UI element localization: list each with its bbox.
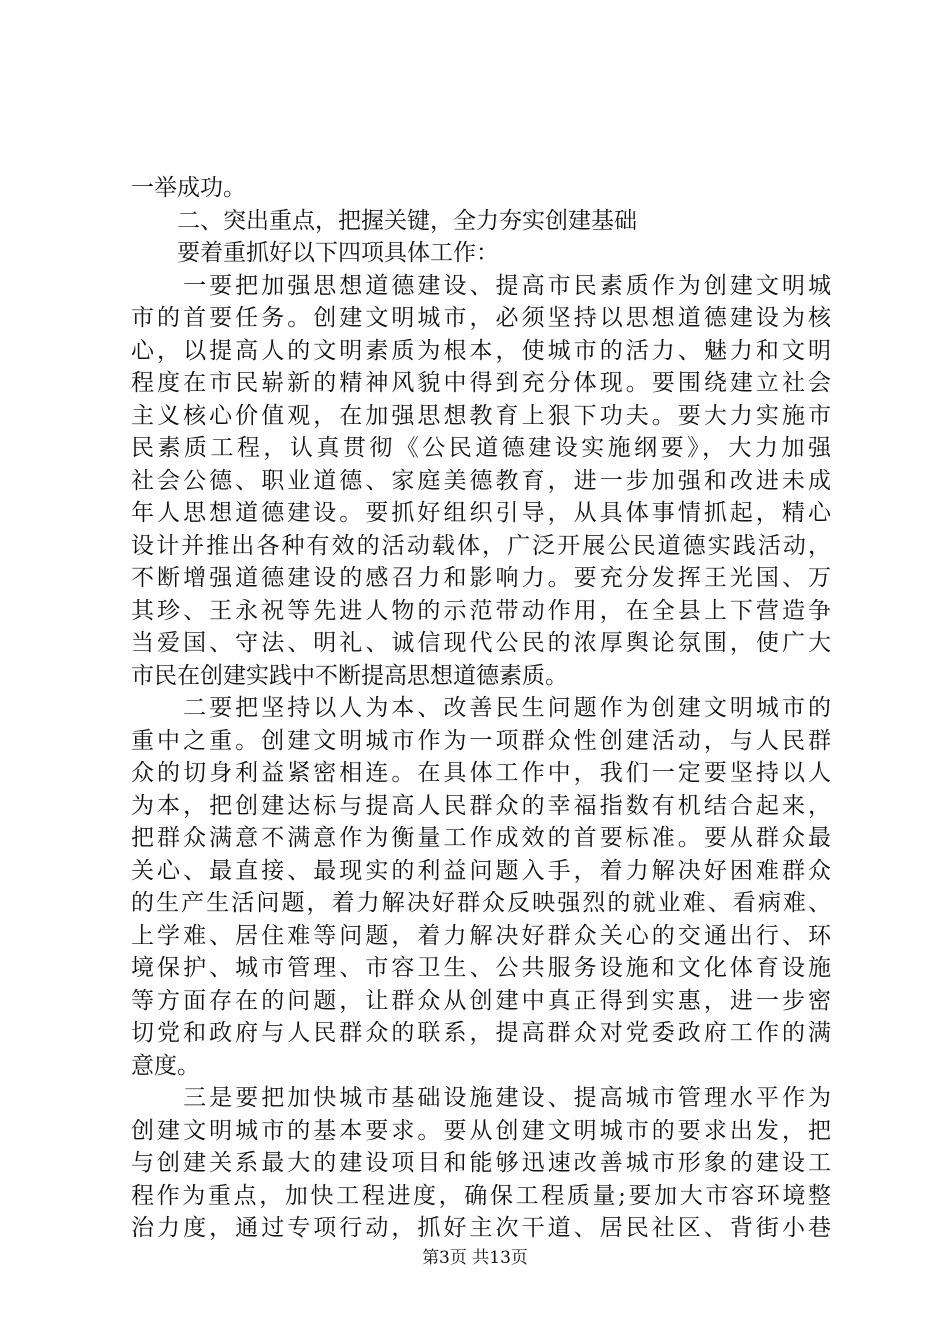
text-line: 把群众满意不满意作为衡量工作成效的首要标准。要从群众最 (131, 825, 831, 851)
text-line: 创建文明城市的基本要求。要从创建文明城市的要求出发，把 (131, 1117, 831, 1144)
text-line: 主义核心价值观，在加强思想教育上狠下功夫。要大力实施市 (131, 402, 831, 429)
document-body (131, 172, 831, 1245)
text-line: 心，以提高人的文明素质为根本，使城市的活力、魅力和文明 (131, 337, 831, 364)
text-line: 关心、最直接、最现实的利益问题入手，着力解决好困难群众 (131, 857, 831, 884)
text-line: 的生产生活问题，着力解决好群众反映强烈的就业难、看病难、 (131, 890, 831, 916)
text-line: 程作为重点，加快工程进度，确保工程质量;要加大市容环境整 (131, 1182, 831, 1209)
text-line: 三是要把加快城市基础设施建设、提高城市管理水平作为 (131, 1085, 831, 1111)
text-line: 其珍、王永祝等先进人物的示范带动作用，在全县上下营造争 (131, 597, 831, 624)
text-line: 重中之重。创建文明城市作为一项群众性创建活动，与人民群 (131, 727, 831, 754)
text-line: 要着重抓好以下四项具体工作： (131, 240, 499, 266)
text-line: 切党和政府与人民群众的联系，提高群众对党委政府工作的满 (131, 1020, 831, 1046)
text-line: 市的首要任务。创建文明城市，必须坚持以思想道德建设为核 (131, 305, 831, 331)
text-line: 为本，把创建达标与提高人民群众的幸福指数有机结合起来， (131, 792, 831, 819)
text-line: 市民在创建实践中不断提高思想道德素质。 (131, 662, 568, 689)
text-line: 不断增强道德建设的感召力和影响力。要充分发挥王光国、万 (131, 565, 831, 591)
text-line: 与创建关系最大的建设项目和能够迅速改善城市形象的建设工 (131, 1150, 831, 1176)
page-footer: 第3页 共13页 (422, 1248, 528, 1268)
text-line: 二、突出重点，把握关键，全力夯实创建基础 (131, 207, 637, 234)
text-line: 社会公德、职业道德、家庭美德教育，进一步加强和改进未成 (131, 467, 831, 494)
text-line: 一举成功。 (131, 175, 246, 201)
text-line: 治力度，通过专项行动，抓好主次干道、居民社区、背街小巷 (131, 1215, 831, 1241)
text-line: 上学难、居住难等问题，着力解决好群众关心的交通出行、环 (131, 922, 831, 949)
text-line: 等方面存在的问题，让群众从创建中真正得到实惠，进一步密 (131, 987, 831, 1014)
text-line: 一要把加强思想道德建设、提高市民素质作为创建文明城 (131, 272, 831, 299)
text-line: 年人思想道德建设。要抓好组织引导，从具体事情抓起，精心 (131, 500, 831, 526)
text-line: 境保护、城市管理、市容卫生、公共服务设施和文化体育设施 (131, 955, 831, 981)
text-line: 设计并推出各种有效的活动载体，广泛开展公民道德实践活动， (131, 532, 831, 559)
text-line: 当爱国、守法、明礼、诚信现代公民的浓厚舆论氛围，使广大 (131, 630, 831, 656)
text-line: 众的切身利益紧密相连。在具体工作中，我们一定要坚持以人 (131, 760, 831, 786)
text-line: 二要把坚持以人为本、改善民生问题作为创建文明城市的 (131, 695, 831, 721)
text-line: 意度。 (131, 1052, 200, 1079)
text-line: 民素质工程，认真贯彻《公民道德建设实施纲要》，大力加强 (131, 435, 831, 461)
text-line: 程度在市民崭新的精神风貌中得到充分体现。要围绕建立社会 (131, 370, 831, 396)
